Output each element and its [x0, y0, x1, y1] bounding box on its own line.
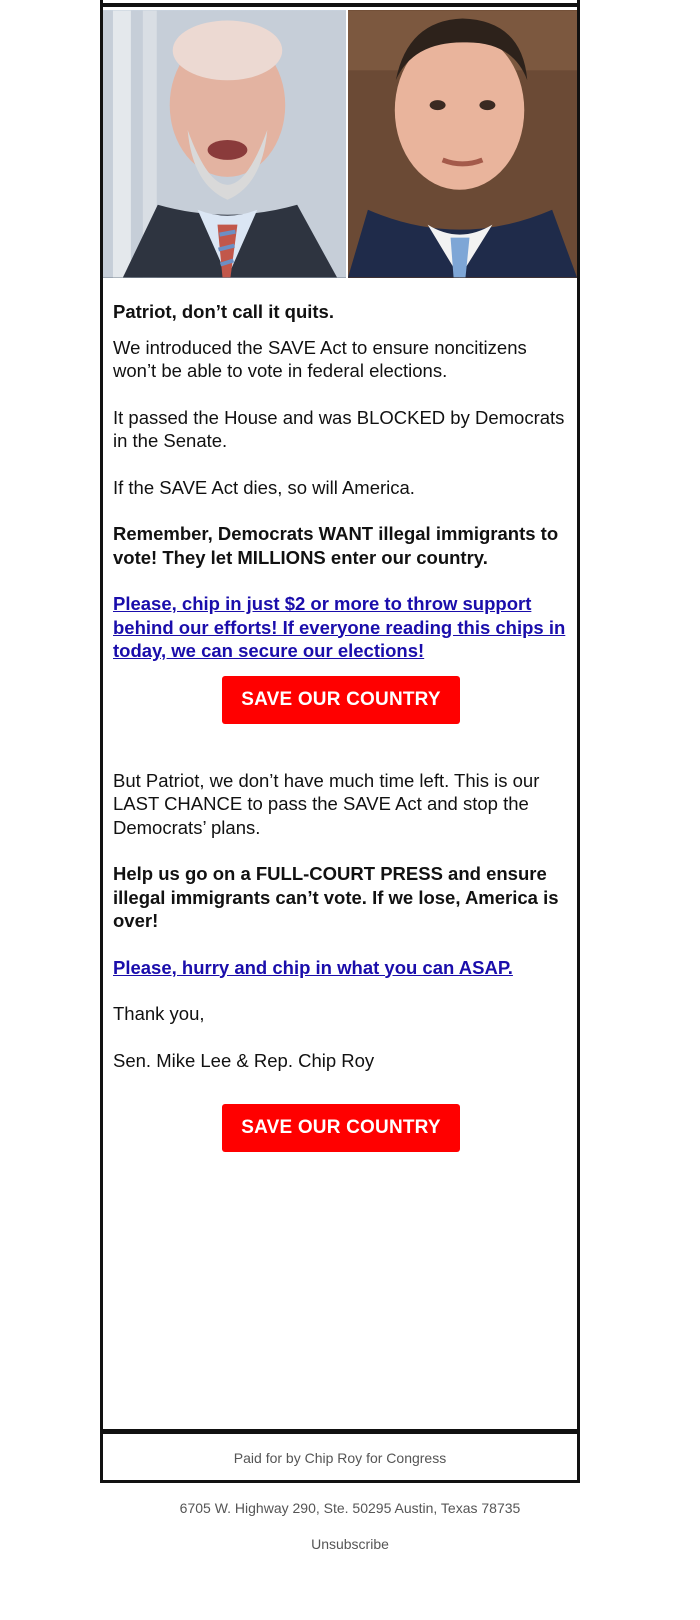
paragraph-blocked: It passed the House and was BLOCKED by Democrats in the Senate.	[113, 406, 565, 451]
paragraph-remember: Remember, Democrats WANT illegal immigrants to vote! They let MILLIONS enter our country.	[113, 523, 559, 568]
closing-text: Thank you,	[113, 1003, 205, 1024]
paragraph-save-act: We introduced the SAVE Act to ensure noncitizens won’t be able to vote in federal elections.	[113, 336, 527, 381]
left-portrait-photo	[103, 10, 348, 278]
save-our-country-button[interactable]: SAVE OUR COUNTRY	[222, 676, 460, 724]
email-frame	[100, 0, 580, 1483]
portrait-icon	[348, 10, 577, 278]
paragraph-america: If the SAVE Act dies, so will America.	[113, 476, 415, 498]
unsubscribe-link[interactable]: Unsubscribe	[311, 1536, 389, 1552]
save-our-country-button-2[interactable]: SAVE OUR COUNTRY	[222, 1104, 460, 1152]
donate-link-chip-in[interactable]: Please, chip in just $2 or more to throw support behind our efforts! If everyone reading this chips in today, we can secure our elections!	[113, 593, 566, 661]
hero-image	[103, 10, 577, 278]
donate-link-hurry[interactable]: Please, hurry and chip in what you can ASAP.	[113, 956, 513, 978]
top-divider	[103, 3, 577, 7]
paid-for-disclaimer: Paid for by Chip Roy for Congress	[233, 1450, 447, 1466]
footer-divider	[103, 1429, 577, 1434]
right-portrait-photo	[348, 10, 577, 278]
signature: Sen. Mike Lee & Rep. Chip Roy	[113, 1049, 375, 1071]
email-body	[113, 300, 569, 1152]
paragraph-last-chance: But Patriot, we don’t have much time left. This is our LAST CHANCE to pass the SAVE Act and stop the Democrats’ plans.	[113, 769, 540, 838]
mailing-address: 6705 W. Highway 290, Ste. 50295 Austin, Texas 78735	[179, 1500, 521, 1516]
greeting: Patriot, don’t call it quits.	[113, 301, 334, 322]
portrait-icon	[103, 10, 346, 278]
paragraph-full-court-press: Help us go on a FULL-COURT PRESS and ensure illegal immigrants can’t vote. If we lose, America is over!	[113, 863, 559, 931]
